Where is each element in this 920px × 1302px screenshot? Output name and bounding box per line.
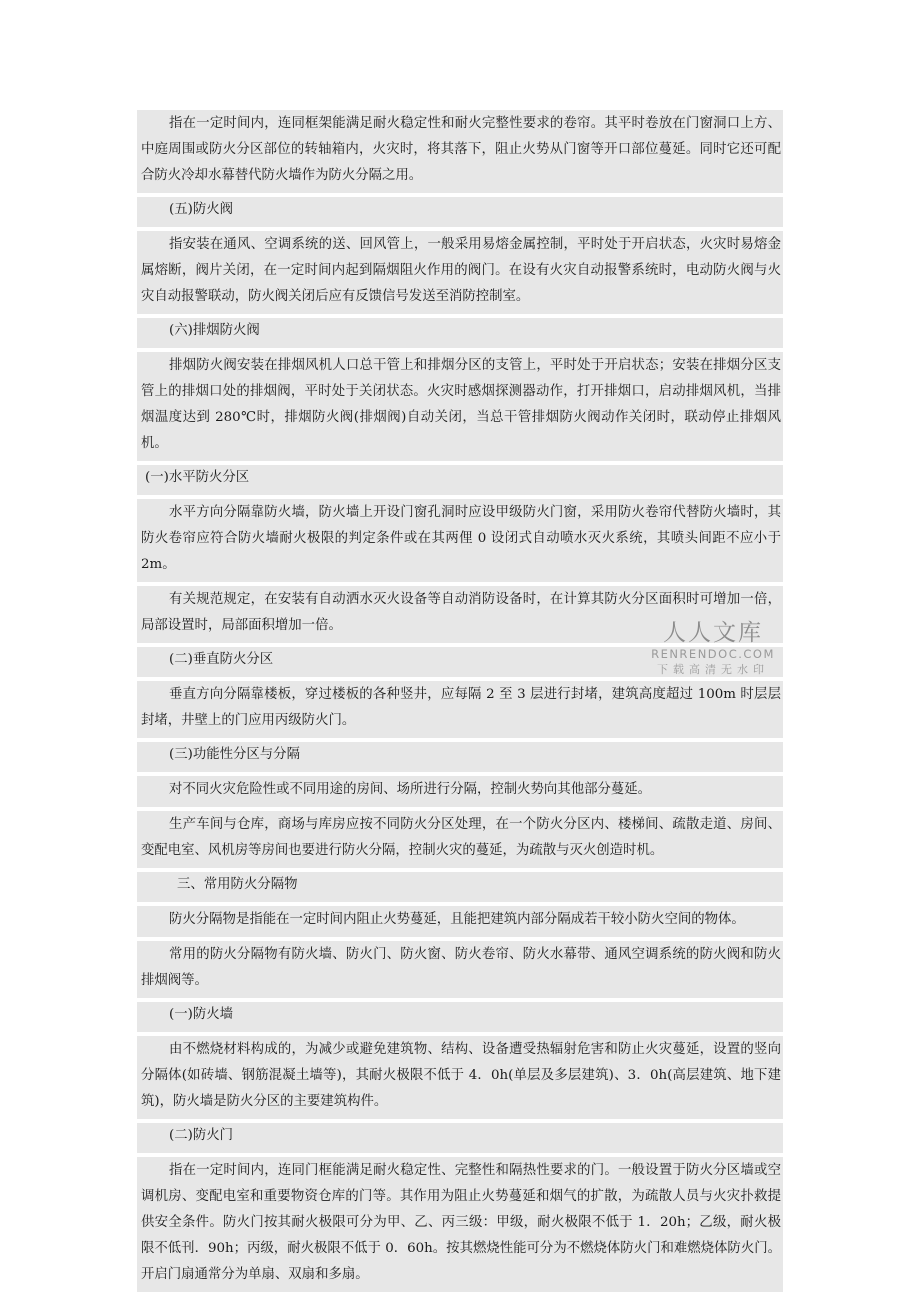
paragraph: 对不同火灾危险性或不同用途的房间、场所进行分隔，控制火势向其他部分蔓延。: [169, 782, 652, 797]
paragraph: 常用的防火分隔物有防火墙、防火门、防火窗、防火卷帘、防火水幕带、通风空调系统的防火阀和防火排烟阀等。: [141, 947, 781, 988]
paragraph: 指在一定时间内，连同框架能满足耐火稳定性和耐火完整性要求的卷帘。其平时卷放在门窗洞口上方、中庭周围或防火分区部位的转轴箱内，火灾时，将其落下，阻止火势从门窗等开口部位蔓延。同时它还可配合防火冷却水幕替代防火墙作为防火分隔之用。: [141, 116, 781, 183]
paragraph: 生产车间与仓库，商场与库房应按不同防火分区处理，在一个防火分区内、楼梯间、疏散走道、房间、变配电室、风机房等房间也要进行防火分隔，控制火灾的蔓延，为疏散与灭火创造时机。: [141, 817, 781, 858]
section-heading: (六)排烟防火阀: [169, 323, 260, 338]
paragraph: 指安装在通风、空调系统的送、回风管上，一般采用易熔金属控制，平时处于开启状态，火灾时易熔金属熔断，阀片关闭，在一定时间内起到隔烟阻火作用的阀门。在设有火灾自动报警系统时，电动防火阀与火灾自动报警联动，防火阀关闭后应有反馈信号发送至消防控制室。: [141, 237, 781, 304]
section-heading: (三)功能性分区与分隔: [169, 747, 300, 762]
paragraph: 防火分隔物是指能在一定时间内阻止火势蔓延，且能把建筑内部分隔成若干较小防火空间的物体。: [169, 912, 745, 927]
section-heading: (二)垂直防火分区: [169, 652, 274, 667]
watermark-site: RENRENDOC.COM: [651, 647, 775, 661]
section-heading: (一)水平防火分区: [145, 470, 250, 485]
paragraph: 由不燃烧材料构成的，为减少或避免建筑物、结构、设备遭受热辐射危害和防止火灾蔓延，设置的竖向分隔体(如砖墙、钢筋混凝土墙等)，其耐火极限不低于 4．0h(单层及多层建筑)、3．0h(高层建筑、地下建筑)，防火墙是防火分区的主要建筑构件。: [141, 1042, 781, 1109]
paragraph: 水平方向分隔靠防火墙，防火墙上开设门窗孔洞时应设甲级防火门窗，采用防火卷帘代替防火墙时，其防火卷帘应符合防火墙耐火极限的判定条件或在其两俚 0 设闭式自动喷水灭火系统，其喷头间距不应小于 2m。: [141, 505, 781, 572]
section-heading: (五)防火阀: [169, 202, 234, 217]
watermark-tagline: 下载高清无水印: [657, 663, 769, 676]
paragraph: 排烟防火阀安装在排烟风机人口总干管上和排烟分区的支管上，平时处于开启状态；安装在排烟分区支管上的排烟口处的排烟阀，平时处于关闭状态。火灾时感烟探测器动作，打开排烟口，启动排烟风机，当排烟温度达到 280℃时，排烟防火阀(排烟阀)自动关闭，当总干管排烟防火阀动作关闭时，联动停止排烟风机。: [141, 358, 781, 451]
watermark-logo: 人人文库: [663, 620, 763, 646]
document-body: [137, 110, 783, 1292]
section-heading: (二)防火门: [169, 1128, 234, 1143]
section-heading: (一)防火墙: [169, 1007, 234, 1022]
paragraph: 垂直方向分隔靠楼板，穿过楼板的各种竖井，应每隔 2 至 3 层进行封堵，建筑高度超过 100m 时层层封堵，井壁上的门应用丙级防火门。: [141, 687, 781, 728]
paragraph: 指在一定时间内，连同门框能满足耐火稳定性、完整性和隔热性要求的门。一般设置于防火分区墙或空调机房、变配电室和重要物资仓库的门等。其作用为阻止火势蔓延和烟气的扩散，为疏散人员与火灾扑救提供安全条件。防火门按其耐火极限可分为甲、乙、丙三级：甲级，耐火极限不低于 1．20h；乙级，耐火极限不低刊．90h；丙级，耐火极限不低于 0．60h。按其燃烧性能可分为不燃烧体防火门和难燃烧体防火门。开启门扇通常分为单扇、双扇和多扇。: [141, 1163, 781, 1282]
paragraph: 有关规范规定，在安装有自动洒水灭火设备等自动消防设备时，在计算其防火分区面积时可增加一倍，局部设置时，局部面积增加一倍。: [141, 592, 781, 633]
section-heading: 三、常用防火分隔物: [177, 877, 298, 892]
watermark: [648, 620, 778, 678]
